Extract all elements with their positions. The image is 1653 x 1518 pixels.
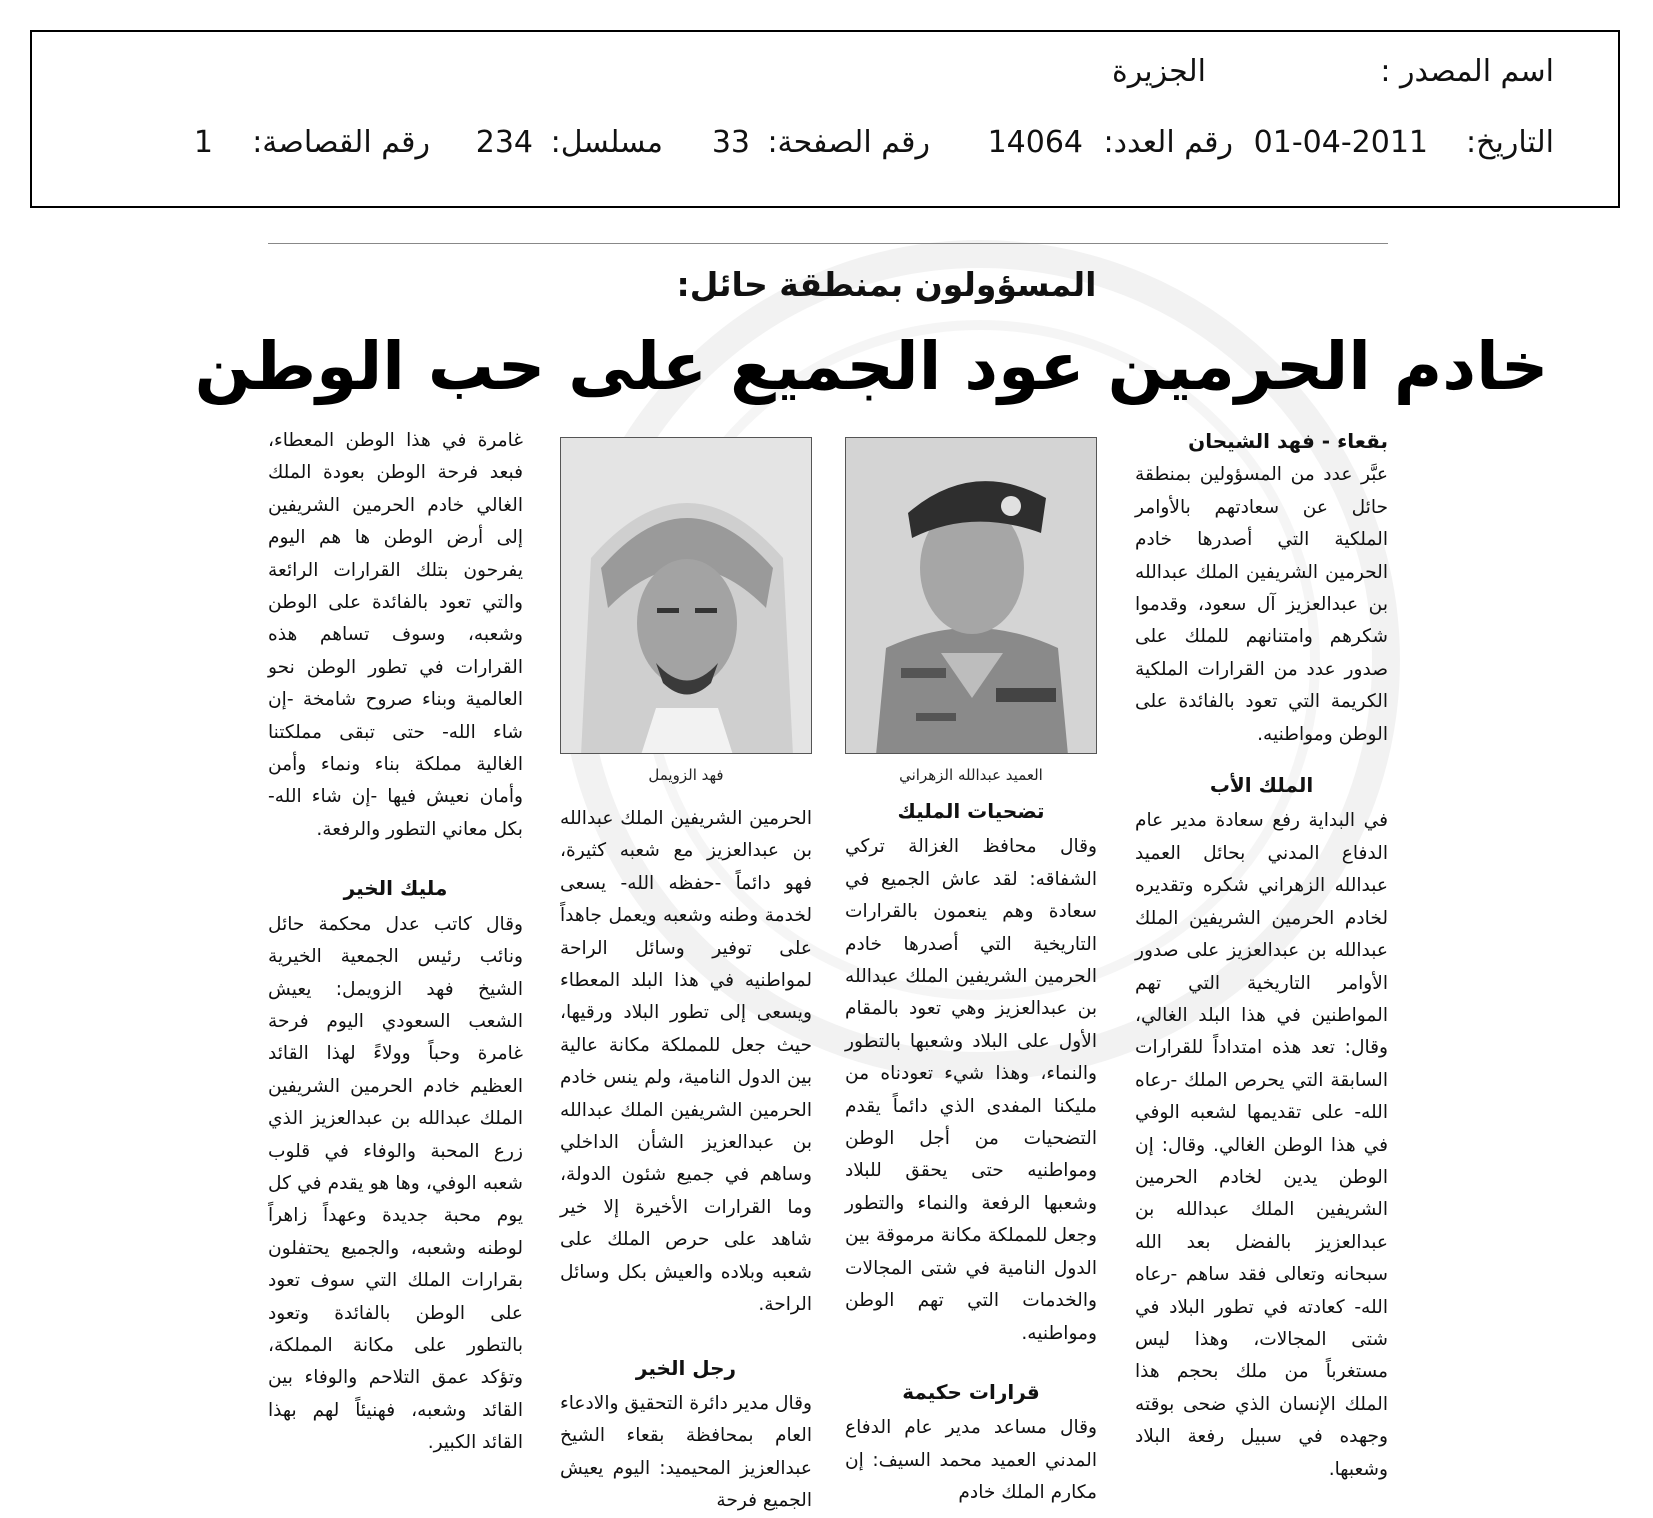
article-column-3	[560, 803, 812, 1518]
column-4-body: غامرة في هذا الوطن المعطاء، فبعد فرحة الوطن بعودة الملك الغالي خادم الحرمين الشريفين إلى أرض الوطن ها هم اليوم يفرحون بتلك القرارات الرائعة والتي تعود بالفائدة على الوطن وشعبه، وسوف تساهم هذه القرارات في تطور الوطن نحو العالمية وبناء صروح شامخة -إن شاء الله- حتى تبقى مملكتنا الغالية مملكة بناء ونماء وأمن وأمان نعيش فيها -إن شاء الله- بكل معاني التطور والرفعة.	[268, 430, 523, 840]
date-label: التاريخ:	[1466, 125, 1554, 160]
column-1-body: في البداية رفع سعادة مدير عام الدفاع المدني بحائل العميد عبدالله الزهراني شكره وتقديره لخادم الحرمين الشريفين الملك عبدالله بن عبدالعزيز على صدور الأوامر التاريخية التي تهم المواطنين في هذا البلد الغالي، وقال: تعد هذه امتداداً للقرارات السابقة التي يحرص الملك -رعاه الله- على تقديمها لشعبه الوفي في هذا الوطن الغالي. وقال: إن الوطن يدين لخادم الحرمين الشريفين الملك عبدالله بن عبدالعزيز بالفضل بعد الله سبحانه وتعالى فقد ساهم -رعاه الله- كعادته في تطور البلاد في شتى المجالات، وهذا ليس مستغرباً من ملك بحجم هذا الملك الإنسان الذي ضحى بوقته وجهده في سبيل رفعة البلاد وشعبها.	[1135, 810, 1388, 1480]
subheading-king-father: الملك الأب	[1209, 773, 1314, 798]
subheading-wise-decisions: قرارات حكيمة	[902, 1379, 1040, 1404]
clip-value: 1	[193, 125, 213, 160]
article-kicker: المسؤولون بمنطقة حائل:	[676, 265, 1097, 304]
officer-portrait-icon	[846, 438, 1097, 754]
officer-photo	[845, 437, 1097, 754]
serial-value: 234	[475, 125, 533, 160]
source-value: الجزيرة	[1111, 54, 1206, 89]
issue-label: رقم العدد:	[1103, 125, 1233, 160]
column-2-body-2: وقال مساعد مدير عام الدفاع المدني العميد محمد السيف: إن مكارم الملك خادم	[845, 1417, 1097, 1504]
subheading-king-sacrifices: تضحيات المليك	[897, 799, 1045, 823]
sheikh-photo	[560, 437, 812, 754]
clip-label: رقم القصاصة:	[252, 125, 430, 160]
article-column-4	[268, 425, 523, 1460]
serial-label: مسلسل:	[550, 125, 663, 160]
page-value: 33	[711, 125, 750, 160]
article-column-1	[1135, 425, 1388, 1486]
date-value: 01-04-2011	[1253, 125, 1428, 160]
byline: بقعاء - فهد الشيحان	[1188, 429, 1388, 453]
column-1-intro: عبَّر عدد من المسؤولين بمنطقة حائل عن سعادتهم بالأوامر الملكية التي أصدرها خادم الحرمين الشريفين الملك عبدالله بن عبدالعزيز آل سعود، وقدموا شكرهم وامتنانهم للملك على صدور عدد من القرارات الملكية الكريمة التي تعود بالفائدة على الوطن ومواطنيه.	[1135, 464, 1388, 745]
article-column-2	[845, 795, 1097, 1510]
sheikh-photo-caption: فهد الزويمل	[648, 766, 724, 784]
subheading-man-of-good: رجل الخير	[635, 1355, 737, 1380]
sheikh-portrait-icon	[561, 438, 812, 754]
subheading-king-of-good: مليك الخير	[343, 876, 448, 901]
column-3-body: الحرمين الشريفين الملك عبدالله بن عبدالعزيز مع شعبه كثيرة، فهو دائماً -حفظه الله- يسعى لخدمة وطنه وشعبه ويعمل جاهداً على توفير وسائل الراحة لمواطنيه في هذا البلد المعطاء ويسعى إلى تطور البلاد ورقيها، حيث جعل للمملكة مكانة عالية بين الدول النامية، ولم ينس خادم الحرمين الشريفين الملك عبدالله بن عبدالعزيز الشأن الداخلي وساهم في جميع شئون الدولة، وما القرارات الأخيرة إلا خير شاهد على حرص الملك على شعبه وبلاده والعيش بكل وسائل الراحة.	[560, 808, 812, 1316]
issue-value: 14064	[987, 125, 1083, 160]
top-rule	[268, 243, 1388, 244]
page-label: رقم الصفحة:	[767, 125, 930, 160]
officer-photo-caption: العميد عبدالله الزهراني	[899, 766, 1043, 784]
column-2-body: وقال محافظ الغزالة تركي الشفاقه: لقد عاش الجميع في سعادة وهم ينعمون بالقرارات التاريخية التي أصدرها خادم الحرمين الشريفين الملك عبدالله بن عبدالعزيز وهي تعود بالمقام الأول على البلاد وشعبها بالتطور والنماء، وهذا شيء تعودناه من مليكنا المفدى الذي دائماً يقدم التضحيات من أجل الوطن ومواطنيه حتى يحقق للبلاد وشعبها الرفعة والنماء والتطور وجعل للمملكة مكانة مرموقة بين الدول النامية في شتى المجالات والخدمات التي تهم الوطن ومواطنيه.	[845, 836, 1097, 1344]
article-headline: خادم الحرمين عود الجميع على حب الوطن	[194, 328, 1549, 405]
source-label: اسم المصدر :	[1380, 54, 1554, 89]
column-4-body-2: وقال كاتب عدل محكمة حائل ونائب رئيس الجمعية الخيرية الشيخ فهد الزويمل: يعيش الشعب السعودي اليوم فرحة غامرة وحباً وولاءً لهذا القائد العظيم خادم الحرمين الشريفين الملك عبدالله بن عبدالعزيز الذي زرع المحبة والوفاء في قلوب شعبه الوفي، وها هو يقدم في كل يوم محبة جديدة وعهداً زاهراً لوطنه وشعبه، والجميع يحتفلون بقرارات الملك التي سوف تعود على الوطن بالفائدة وتعود بالتطور على مكانة المملكة، وتؤكد عمق التلاحم والوفاء بين القائد وشعبه، فهنيئاً لهم بهذا القائد الكبير.	[268, 913, 523, 1454]
clipping-info-box	[30, 30, 1620, 208]
column-3-body-2: وقال مدير دائرة التحقيق والادعاء العام بمحافظة بقعاء الشيخ عبدالعزيز المحيميد: اليوم يعيش الجميع فرحة	[560, 1392, 812, 1512]
